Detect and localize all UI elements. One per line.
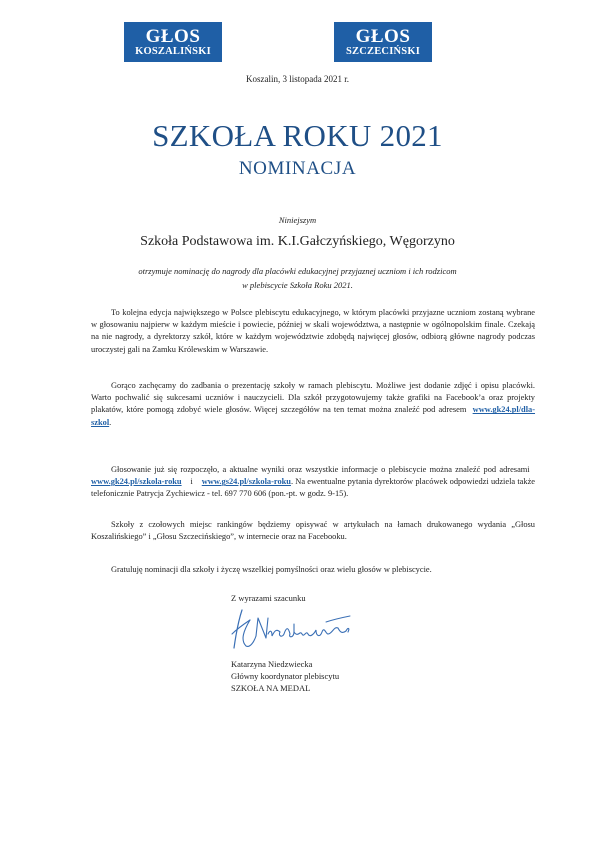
logo-left-line1: GŁOS (145, 25, 201, 47)
signer-organization: SZKOŁA NA MEDAL (231, 683, 311, 693)
paragraph-about-plebiscite: To kolejna edycja największego w Polsce plebiscytu edukacyjnego, w którym placówki przyjazne uczniom zostaną wybrane w głosowaniu najpierw w każdym mieście i powiecie, później w skali województwa, a następnie w ogólnopolskim finale. Czekają na nie nagrody, a dyrektorzy szkół, które w każdym województwie zdobędą najwięcej głosów, odbiorą główne nagrody podczas uroczystej gali na Zamku Królewskim w Warszawie. (91, 308, 535, 354)
logo-right-line1: GŁOS (355, 25, 411, 47)
closing-phrase: Z wyrazami szacunku (231, 593, 306, 603)
logo-right-line2: SZCZECIŃSKI (346, 45, 420, 57)
paragraph-voting-mid: i (190, 477, 193, 487)
paragraph-voting-start: Głosowanie już się rozpoczęło, a aktualne wyniki oraz wszystkie informacje o plebiscycie można znaleźć pod adresami (111, 465, 530, 474)
handwritten-signature (228, 604, 363, 654)
award-line-1: otrzymuje nominację do nagrody dla placówki edukacyjnej przyjaznej uczniom i ich rodzicom (138, 266, 457, 276)
signer-role: Główny koordynator plebiscytu (231, 671, 340, 681)
award-line-2: w plebiscycie Szkoła Roku 2021. (242, 280, 353, 290)
paragraph-voting (91, 464, 535, 501)
link-gs24-szkola-roku[interactable]: www.gs24.pl/szkola-roku (201, 477, 291, 487)
link-gk24-szkola-roku[interactable]: www.gk24.pl/szkola-roku (91, 477, 182, 487)
paragraph-congratulations: Gratuluję nominacji dla szkoły i życzę wszelkiej pomyślności oraz wielu głosów w plebiscycie. (111, 565, 432, 574)
page-title: SZKOŁA ROKU 2021 (152, 118, 443, 153)
logo-left-line2: KOSZALIŃSKI (135, 45, 211, 57)
paragraph-articles: Szkoły z czołowych miejsc rankingów będziemy opisywać w artykułach na łamach drukowanego wydania „Głosu Koszalińskiego” i „Głosu Szczecińskiego”, w internecie oraz na Facebooku. (91, 520, 535, 542)
link-dla-szkol[interactable]: www.gk24.pl/dla-szkol (91, 405, 536, 427)
paragraph-voting-end: . Na ewentualne pytania dyrektorów placówek odpowiedzi udziela także telefonicznie Patrycja Zychiewicz - tel. 697 770 606 (pon.-pt. w godz. 9-15). (91, 477, 536, 499)
paragraph-presentation-end: . (109, 417, 112, 427)
glos-szczecinski-logo (334, 22, 432, 62)
intro-word: Niniejszym (278, 215, 317, 225)
glos-koszalinski-logo (124, 22, 222, 62)
signer-name: Katarzyna Niedzwiecka (231, 659, 313, 669)
page-subtitle: NOMINACJA (238, 158, 357, 179)
date-line: Koszalin, 3 listopada 2021 r. (246, 74, 349, 84)
paragraph-presentation-text: Gorąco zachęcamy do zadbania o prezentację szkoły w ramach plebiscytu. Możliwe jest dodanie zdjęć i opisu placówki. Warto pochwalić się sukcesami uczniów i nauczycieli. Dla szkół przygotowujemy także grafiki na Facebook’a oraz projekty plakatów, które pomogą zdobyć wiele głosów. Więcej szczegółów na ten temat można znaleźć pod adresem (91, 381, 535, 415)
school-name: Szkoła Podstawowa im. K.I.Gałczyńskiego, Węgorzyno (140, 234, 455, 249)
paragraph-presentation (91, 380, 535, 429)
